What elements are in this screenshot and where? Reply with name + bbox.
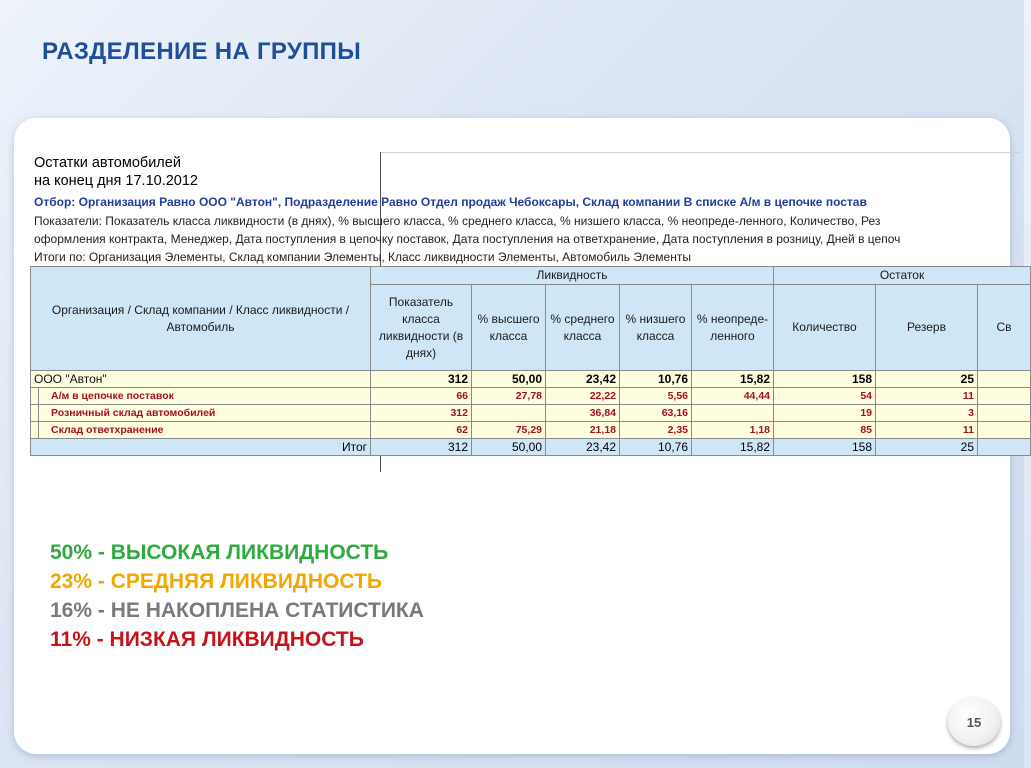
report-top-border	[380, 152, 1020, 153]
report-title-line1: Остатки автомобилей	[34, 155, 181, 171]
legend-medium: 23% - СРЕДНЯЯ ЛИКВИДНОСТЬ	[50, 570, 382, 593]
header-organization: Организация / Склад компании / Класс ликвидности / Автомобиль	[31, 267, 371, 371]
table-cell: 25	[876, 439, 978, 456]
table-row-organization	[31, 371, 1031, 388]
indent-cell	[31, 422, 39, 439]
report-indicators-line2: оформления контракта, Менеджер, Дата поступления в цепочку поставок, Дата поступления на ответхранение, Дата поступления в розницу, Дней в цепоч	[34, 232, 901, 246]
table-cell: 22,22	[546, 388, 620, 405]
table-cell: 21,18	[546, 422, 620, 439]
header-reserve: Резерв	[876, 285, 978, 371]
table-row	[31, 388, 1031, 405]
slide-title: РАЗДЕЛЕНИЕ НА ГРУППЫ	[42, 38, 362, 65]
report-totals-by: Итоги по: Организация Элементы, Склад компании Элементы, Класс ликвидности Элементы, Автомобиль Элементы	[34, 250, 691, 264]
table-cell: 3	[876, 405, 978, 422]
table-cell: 312	[371, 371, 472, 388]
report-title	[34, 154, 198, 190]
header-low-class: % низшего класса	[620, 285, 692, 371]
table-cell: 19	[774, 405, 876, 422]
table-cell: 54	[774, 388, 876, 405]
table-row	[31, 422, 1031, 439]
table-cell: 2,35	[620, 422, 692, 439]
header-undefined: % неопреде-ленного	[692, 285, 774, 371]
table-cell: 23,42	[546, 439, 620, 456]
warehouse-name: Розничный склад автомобилей	[39, 405, 371, 422]
table-cell: 1,18	[692, 422, 774, 439]
page-number-badge: 15	[948, 698, 1000, 746]
report-screenshot	[26, 152, 1010, 472]
table-cell: 312	[371, 439, 472, 456]
table-cell: 36,84	[546, 405, 620, 422]
table-cell	[692, 405, 774, 422]
report-indicators-line1: Показатели: Показатель класса ликвидности (в днях), % высшего класса, % среднего класса, % низшего класса, % неопреде-ленного, Количество, Рез	[34, 214, 881, 228]
table-cell: 75,29	[472, 422, 546, 439]
table-cell: 15,82	[692, 371, 774, 388]
table-cell	[978, 439, 1031, 456]
table-cell: 11	[876, 422, 978, 439]
table-cell: 23,42	[546, 371, 620, 388]
report-title-line2: на конец дня 17.10.2012	[34, 173, 198, 189]
liquidity-legend	[50, 538, 424, 654]
legend-low: 11% - НИЗКАЯ ЛИКВИДНОСТЬ	[50, 628, 364, 651]
header-mid-class: % среднего класса	[546, 285, 620, 371]
table-cell	[978, 388, 1031, 405]
table-cell: 10,76	[620, 371, 692, 388]
legend-no-stats: 16% - НЕ НАКОПЛЕНА СТАТИСТИКА	[50, 599, 424, 622]
table-cell: 27,78	[472, 388, 546, 405]
table-header-row-groups	[31, 267, 1031, 285]
indent-cell	[31, 405, 39, 422]
content-card	[14, 118, 1010, 754]
liquidity-table	[30, 266, 1031, 456]
table-row	[31, 405, 1031, 422]
table-cell: 85	[774, 422, 876, 439]
header-high-class: % высшего класса	[472, 285, 546, 371]
header-liquidity: Ликвидность	[371, 267, 774, 285]
table-cell: 44,44	[692, 388, 774, 405]
warehouse-name: А/м в цепочке поставок	[39, 388, 371, 405]
table-cell: 158	[774, 439, 876, 456]
header-free: Св	[978, 285, 1031, 371]
table-cell: 10,76	[620, 439, 692, 456]
table-cell: 66	[371, 388, 472, 405]
header-remainder: Остаток	[774, 267, 1031, 285]
table-cell: 312	[371, 405, 472, 422]
table-cell	[978, 405, 1031, 422]
org-name: ООО "Автон"	[31, 371, 371, 388]
header-liquidity-days: Показатель класса ликвидности (в днях)	[371, 285, 472, 371]
table-cell: 50,00	[472, 439, 546, 456]
legend-high: 50% - ВЫСОКАЯ ЛИКВИДНОСТЬ	[50, 541, 389, 564]
header-quantity: Количество	[774, 285, 876, 371]
table-cell: 25	[876, 371, 978, 388]
table-cell	[978, 422, 1031, 439]
table-row-total	[31, 439, 1031, 456]
total-label: Итог	[31, 439, 371, 456]
table-cell: 63,16	[620, 405, 692, 422]
table-cell: 158	[774, 371, 876, 388]
table-cell: 15,82	[692, 439, 774, 456]
table-cell	[472, 405, 546, 422]
table-cell: 11	[876, 388, 978, 405]
table-cell: 50,00	[472, 371, 546, 388]
table-cell	[978, 371, 1031, 388]
indent-cell	[31, 388, 39, 405]
table-cell: 62	[371, 422, 472, 439]
table-cell: 5,56	[620, 388, 692, 405]
warehouse-name: Склад ответхранение	[39, 422, 371, 439]
report-filter: Отбор: Организация Равно ООО "Автон", Подразделение Равно Отдел продаж Чебоксары, Склад компании В списке А/м в цепочке постав	[34, 195, 867, 209]
